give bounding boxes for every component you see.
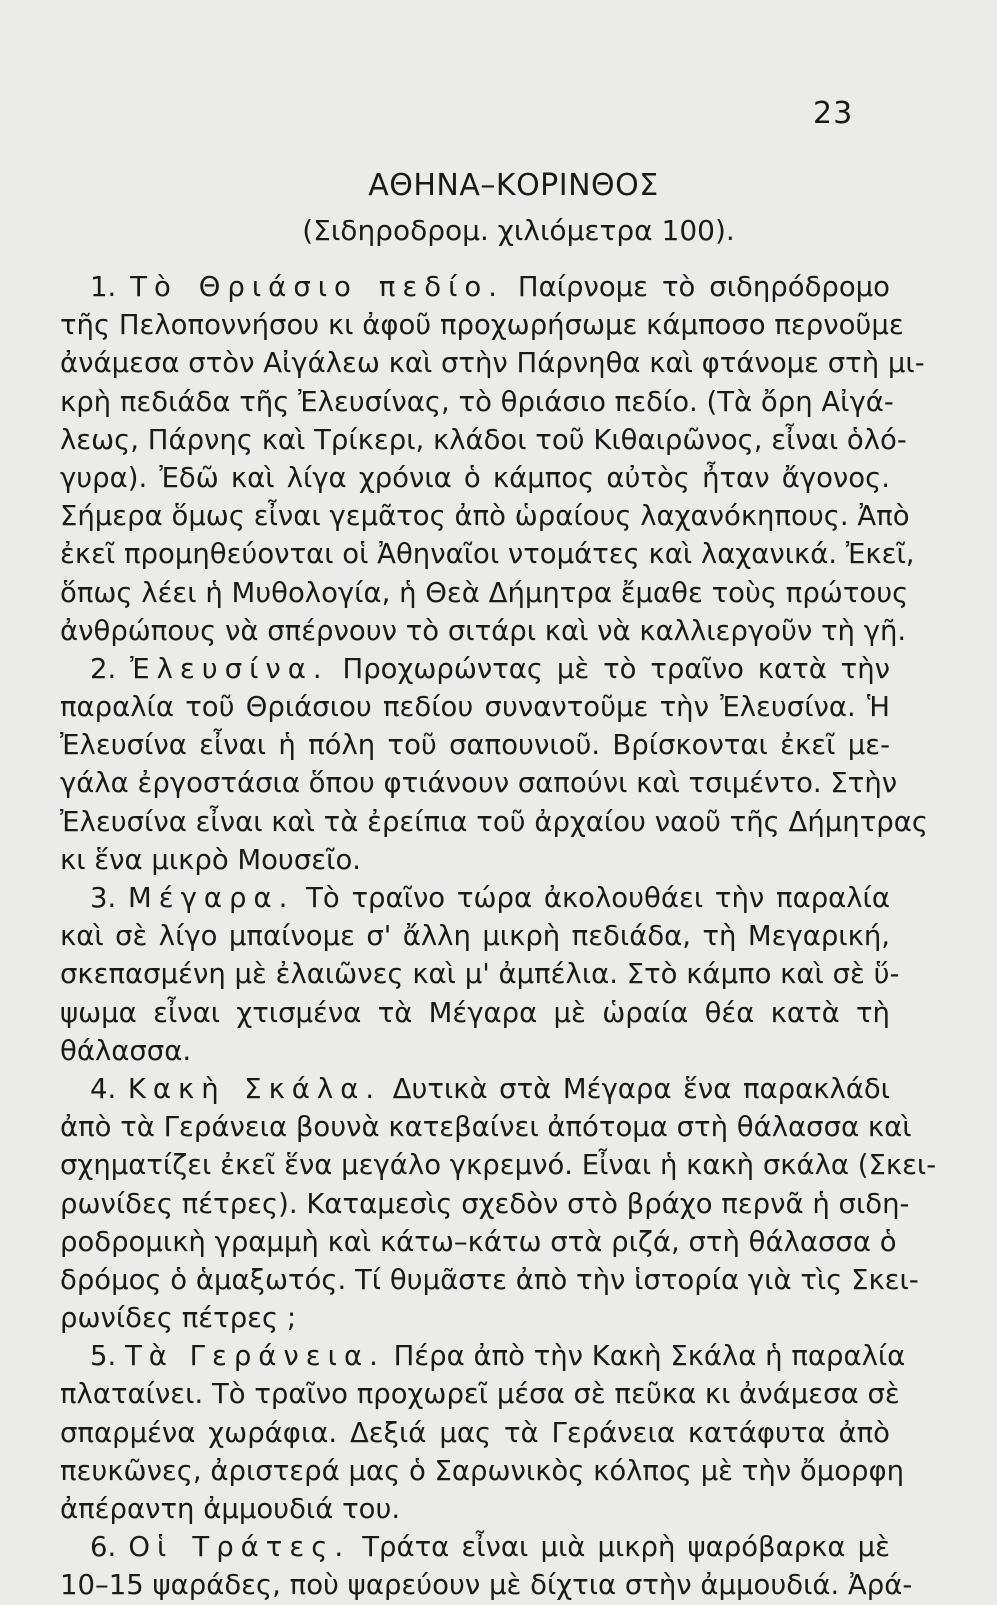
text-line [60,1566,913,1604]
line-text: παραλία τοῦ Θριάσιου πεδίου συναντοῦμε τὴν Ἐλευσίνα. Ἡ [60,691,890,724]
text-line [60,764,898,802]
section-heading: Κακὴ Σκάλα. [127,1072,382,1105]
text-line [60,879,890,917]
line-text: ἀπὸ τὰ Γεράνεια βουνὰ κατεβαίνει ἀπότομα στὴ θάλασσα καὶ [60,1111,912,1144]
section-heading: Ἐλευσίνα. [130,652,329,685]
line-text: λεως, Πάρνης καὶ Τρίκερι, κλάδοι τοῦ Κιθαιρῶνος, εἶναι ὁλό- [60,423,907,456]
line-text: ἀπέραντη ἀμμουδιά του. [60,1493,401,1525]
text-line [60,1261,919,1299]
text-line [60,383,894,421]
text-line [60,612,907,650]
text-line [60,497,910,535]
line-text: Τράτα εἶναι μιὰ μικρὴ ψαρόβαρκα μὲ [350,1531,890,1564]
text-line [60,1070,890,1108]
line-text: σπαρμένα χωράφια. Δεξιά μας τὰ Γεράνεια κατάφυτα ἀπὸ [60,1416,890,1449]
line-text: ρωνίδες πέτρες ; [60,1302,297,1335]
line-text: κρὴ πεδιάδα τῆς Ἐλευσίνας, τὸ θριάσιο πεδίο. (Τὰ ὄρη Αἰγά- [60,385,894,418]
section-number: 2. [90,652,131,685]
text-line [60,841,890,879]
text-line [60,1223,897,1261]
line-text: σκεπασμένη μὲ ἐλαιῶνες καὶ μ' ἀμπέλια. Στὸ κάμπο καὶ σὲ ὕ- [60,958,900,991]
text-line [60,688,890,726]
section-heading: Τὰ Γεράνεια. [124,1340,385,1373]
line-text: τῆς Πελοποννήσου κι ἀφοῦ προχωρήσωμε κάμποσο περνοῦμε [60,309,904,342]
line-text: ροδρομικὴ γραμμὴ καὶ κάτω–κάτω στὰ ριζά, στὴ θάλασσα ὁ [60,1225,897,1258]
page-number: 23 [813,96,854,131]
line-text: ψωμα εἶναι χτισμένα τὰ Μέγαρα μὲ ὡραία θέα κατὰ τὴ [60,996,890,1029]
text-line [60,1452,905,1490]
line-text: Πέρα ἀπὸ τὴν Κακὴ Σκάλα ἡ παραλία [384,1340,906,1373]
text-line [60,459,890,497]
section-number: 1. [90,271,131,303]
section-number: 4. [90,1072,128,1105]
section-heading: Μέγαρα. [128,882,295,914]
section-number: 6. [90,1531,129,1564]
line-text: κι ἕνα μικρὸ Μουσεῖο. [60,843,362,876]
text-line [60,1337,906,1375]
text-line [60,344,925,382]
line-text: ρωνίδες πέτρες). Καταμεσὶς σχεδὸν στὸ βράχο περνᾶ ἡ σιδη- [60,1187,910,1220]
text-line [60,650,890,688]
line-text: Προχωρώντας μὲ τὸ τραῖνο κατὰ τὴν [328,652,891,685]
line-text: Ἐλευσίνα εἶναι ἡ πόλη τοῦ σαπουνιοῦ. Βρίσκονται ἐκεῖ με- [60,729,890,762]
text-line [60,306,904,344]
line-text: Ἐλευσίνα εἶναι καὶ τὰ ἐρείπια τοῦ ἀρχαίου ναοῦ τῆς Δήμητρας [60,805,928,838]
text-line [60,574,909,612]
text-line [60,1146,937,1184]
line-text: σχηματίζει ἐκεῖ ἕνα μεγάλο γκρεμνό. Εἶναι ἡ κακὴ σκάλα (Σκει- [60,1149,937,1182]
text-line [60,535,915,573]
text-line [60,1185,910,1223]
line-text: Σήμερα ὅμως εἶναι γεμᾶτος ἀπὸ ὡραίους λαχανόκηπους. Ἀπὸ [60,500,910,533]
chapter-title: ΑΘΗΝΑ–ΚΟΡΙΝΘΟΣ [368,168,659,203]
text-line [60,917,890,955]
text-line [60,955,900,993]
text-line [60,1108,912,1146]
text-line [60,268,890,306]
line-text: πευκῶνες, ἀριστερά μας ὁ Σαρωνικὸς κόλπος μὲ τὴν ὄμορφη [60,1454,905,1487]
line-text: Δυτικὰ στὰ Μέγαρα ἕνα παρακλάδι [381,1072,890,1105]
line-text: πλαταίνει. Τὸ τραῖνο προχωρεῖ μέσα σὲ πεῦκα κι ἀνάμεσα σὲ [60,1378,900,1411]
line-text: Παίρνομε τὸ σιδηρόδρομο [503,271,891,303]
line-text: γάλα ἐργοστάσια ὅπου φτιάνουν σαπούνι καὶ τσιμέντο. Στὴν [60,767,898,800]
chapter-subtitle: (Σιδηροδρομ. χιλιόμετρα 100). [302,214,735,247]
text-line [60,1490,890,1528]
text-line [60,994,890,1032]
text-line [60,1299,890,1337]
line-text: ἀνθρώπους νὰ σπέρνουν τὸ σιτάρι καὶ νὰ καλλιεργοῦν τὴ γῆ. [60,614,907,647]
section-heading: Οἱ Τράτες. [128,1531,351,1564]
line-text: Τὸ τραῖνο τώρα ἀκολουθάει τὴν παραλία [294,882,890,914]
line-text: θάλασσα. [60,1034,192,1067]
text-line [60,1528,890,1566]
text-line [60,803,928,841]
line-text: 10–15 ψαράδες, ποὺ ψαρεύουν μὲ δίχτια στὴν ἀμμουδιά. Ἀρά- [60,1569,913,1602]
section-heading: Τὸ Θριάσιο πεδίο. [130,271,504,303]
text-line [60,1375,900,1413]
line-text: ὅπως λέει ἡ Μυθολογία, ἡ Θεὰ Δήμητρα ἔμαθε τοὺς πρώτους [60,576,909,609]
text-line [60,421,907,459]
line-text: γυρα). Ἐδῶ καὶ λίγα χρόνια ὁ κάμπος αὐτὸς ἦταν ἄγονος. [60,461,890,494]
text-line [60,726,890,764]
body-text [60,268,937,1605]
line-text: ἀνάμεσα στὸν Αἰγάλεω καὶ στὴν Πάρνηθα καὶ φτάνομε στὴ μι- [60,347,925,380]
line-text: καὶ σὲ λίγο μπαίνομε σ' ἄλλη μικρὴ πεδιάδα, τὴ Μεγαρική, [60,920,890,953]
text-line [60,1032,890,1070]
text-line [60,1414,890,1452]
section-number: 3. [90,882,129,914]
section-number: 5. [90,1340,125,1373]
line-text: ἐκεῖ προμηθεύονται οἱ Ἀθηναῖοι ντομάτες καὶ λαχανικά. Ἐκεῖ, [60,538,915,571]
line-text: δρόμος ὁ ἁμαξωτός. Τί θυμᾶστε ἀπὸ τὴν ἱστορία γιὰ τὶς Σκει- [60,1263,919,1296]
